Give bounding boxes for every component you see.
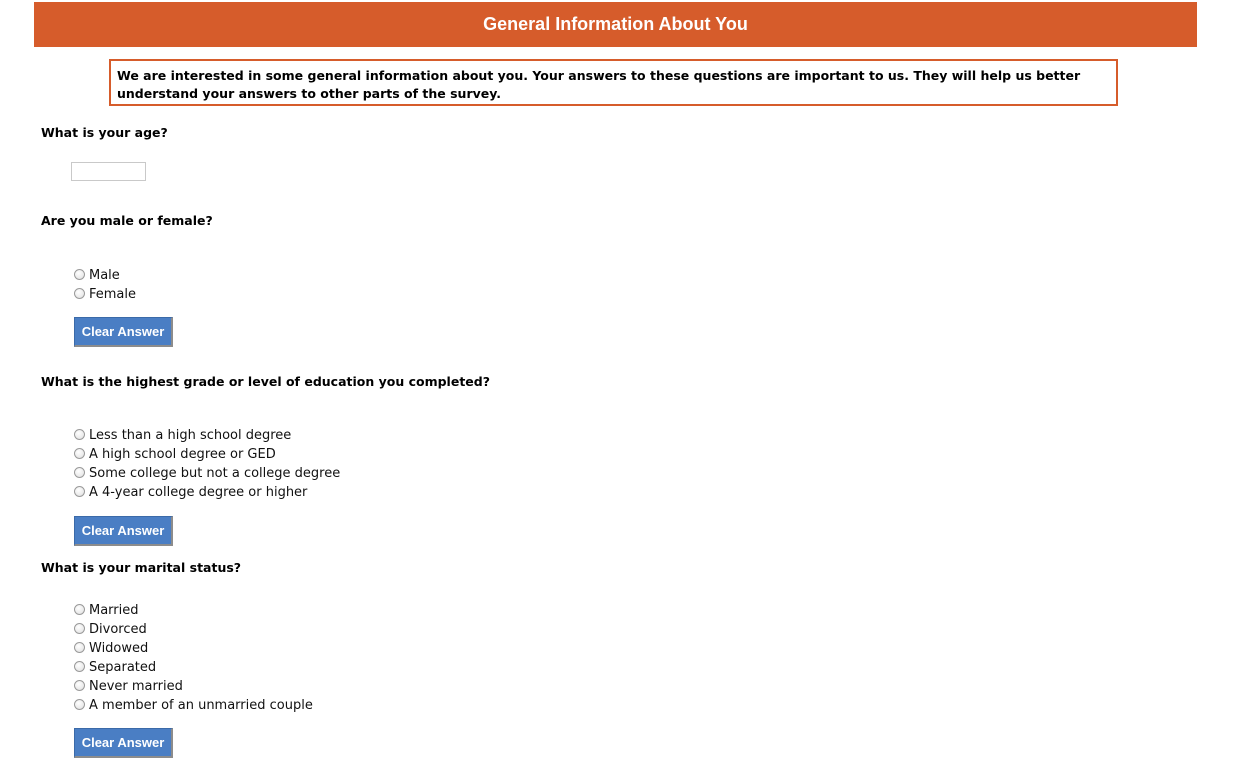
age-input[interactable] (71, 162, 146, 181)
education-option-1[interactable] (74, 426, 291, 445)
radio-button[interactable] (74, 604, 85, 615)
page-title: General Information About You (34, 2, 1197, 47)
option-label: A high school degree or GED (89, 447, 276, 462)
marital-option-3[interactable] (74, 639, 148, 658)
clear-answer-button-marital[interactable]: Clear Answer (74, 728, 173, 758)
intro-box: We are interested in some general information about you. Your answers to these questions are important to us. They will help us better understand your answers to other parts of the survey. (109, 59, 1118, 106)
question-education: What is the highest grade or level of education you completed? (41, 374, 490, 389)
option-label: Male (89, 268, 120, 283)
gender-option-male[interactable] (74, 266, 120, 285)
question-marital: What is your marital status? (41, 560, 242, 575)
option-label: Widowed (89, 641, 149, 656)
option-label: Some college but not a college degree (89, 466, 341, 481)
marital-option-6[interactable] (74, 696, 313, 715)
radio-button[interactable] (74, 429, 85, 440)
radio-button[interactable] (74, 486, 85, 497)
option-label: Less than a high school degree (89, 428, 292, 443)
education-option-2[interactable] (74, 445, 276, 464)
radio-button[interactable] (74, 642, 85, 653)
radio-button[interactable] (74, 448, 85, 459)
radio-button[interactable] (74, 661, 85, 672)
radio-button[interactable] (74, 269, 85, 280)
radio-button[interactable] (74, 680, 85, 691)
marital-option-5[interactable] (74, 677, 183, 696)
gender-option-female[interactable] (74, 285, 136, 304)
radio-button[interactable] (74, 288, 85, 299)
education-option-3[interactable] (74, 464, 340, 483)
option-label: Married (89, 603, 139, 618)
option-label: Divorced (89, 622, 147, 637)
option-label: A 4-year college degree or higher (89, 485, 308, 500)
option-label: A member of an unmarried couple (89, 698, 313, 713)
clear-answer-button-gender[interactable]: Clear Answer (74, 317, 173, 347)
marital-option-1[interactable] (74, 601, 139, 620)
radio-button[interactable] (74, 623, 85, 634)
option-label: Separated (89, 660, 157, 675)
option-label: Never married (89, 679, 183, 694)
radio-button[interactable] (74, 699, 85, 710)
education-option-4[interactable] (74, 483, 307, 502)
clear-answer-button-education[interactable]: Clear Answer (74, 516, 173, 546)
question-age: What is your age? (41, 125, 168, 140)
option-label: Female (89, 287, 137, 302)
marital-option-4[interactable] (74, 658, 156, 677)
marital-option-2[interactable] (74, 620, 147, 639)
question-gender: Are you male or female? (41, 213, 213, 228)
radio-button[interactable] (74, 467, 85, 478)
